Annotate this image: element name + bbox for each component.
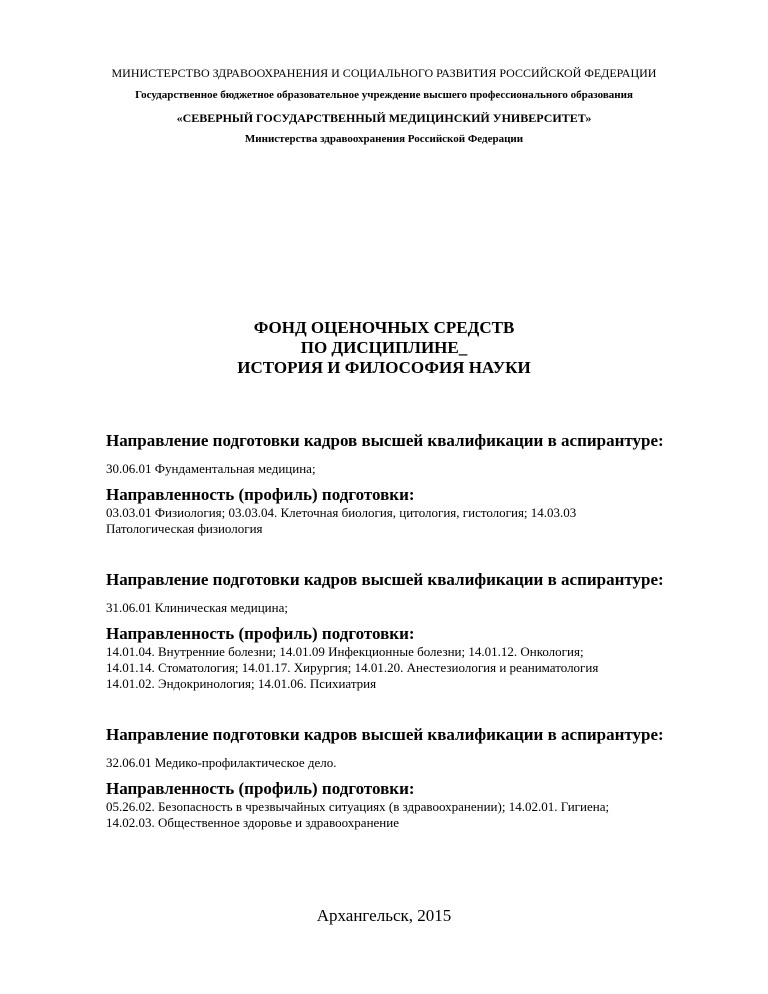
title-line-3: ИСТОРИЯ И ФИЛОСОФИЯ НАУКИ — [237, 358, 531, 377]
ministry-line: МИНИСТЕРСТВО ЗДРАВООХРАНЕНИЯ И СОЦИАЛЬНОГО РАЗВИТИЯ РОССИЙСКОЙ ФЕДЕРАЦИИ — [111, 66, 657, 80]
section-preventive-medicine — [106, 725, 726, 831]
section-clinical-medicine — [106, 570, 726, 692]
profile-list — [106, 644, 726, 692]
city-year: Архангельск, 2015 — [316, 906, 452, 925]
profile-line: 03.03.01 Физиология; 03.03.04. Клеточная биология, цитология, гистология; 14.03.03 — [106, 505, 577, 520]
direction-code: 30.06.01 Фундаментальная медицина; — [106, 461, 316, 476]
profile-line: Патологическая физиология — [106, 521, 263, 536]
direction-label: Направление подготовки кадров высшей квалификации в аспирантуре: — [106, 570, 664, 589]
direction-label: Направление подготовки кадров высшей квалификации в аспирантуре: — [106, 431, 664, 450]
university-name: «СЕВЕРНЫЙ ГОСУДАРСТВЕННЫЙ МЕДИЦИНСКИЙ УНИВЕРСИТЕТ» — [176, 111, 592, 125]
profile-line: 14.02.03. Общественное здоровье и здравоохранение — [106, 815, 399, 830]
profile-line: 14.01.04. Внутренние болезни; 14.01.09 Инфекционные болезни; 14.01.12. Онкология; — [106, 644, 584, 659]
profile-line: 14.01.14. Стоматология; 14.01.17. Хирургия; 14.01.20. Анестезиология и реаниматология — [106, 660, 599, 675]
profile-label: Направленность (профиль) подготовки: — [106, 485, 415, 504]
profile-label: Направленность (профиль) подготовки: — [106, 624, 415, 643]
ministry-affiliation: Министерства здравоохранения Российской Федерации — [244, 133, 524, 145]
direction-code: 32.06.01 Медико-профилактическое дело. — [106, 755, 337, 770]
profile-label: Направленность (профиль) подготовки: — [106, 779, 415, 798]
document-title — [0, 318, 768, 378]
title-line-2: ПО ДИСЦИПЛИНЕ_ — [300, 338, 468, 357]
title-line-1: ФОНД ОЦЕНОЧНЫХ СРЕДСТВ — [253, 318, 515, 337]
direction-label: Направление подготовки кадров высшей квалификации в аспирантуре: — [106, 725, 664, 744]
profile-line: 14.01.02. Эндокринология; 14.01.06. Психиатрия — [106, 676, 377, 691]
profile-line: 05.26.02. Безопасность в чрезвычайных ситуациях (в здравоохранении); 14.02.01. Гигиена; — [106, 799, 610, 814]
direction-code: 31.06.01 Клиническая медицина; — [106, 600, 288, 615]
section-fundamental-medicine — [106, 431, 726, 537]
profile-list — [106, 505, 726, 537]
profile-list — [106, 799, 726, 831]
institution-type-line: Государственное бюджетное образовательное учреждение высшего профессионального образования — [135, 89, 633, 101]
